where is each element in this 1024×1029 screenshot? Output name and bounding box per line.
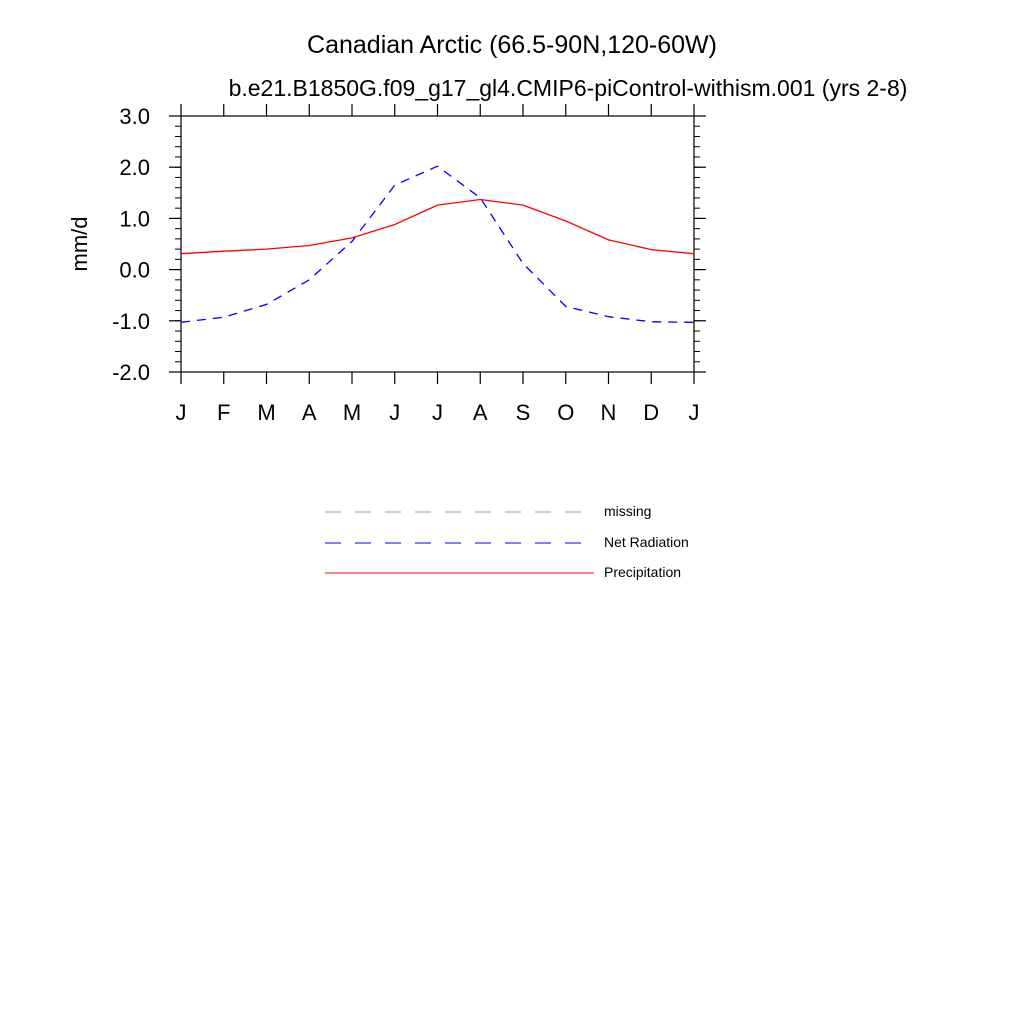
y-tick-label: 0.0	[119, 257, 150, 283]
x-tick-label: M	[257, 400, 276, 425]
x-tick-label: A	[472, 400, 488, 425]
legend-label: missing	[604, 503, 652, 519]
plot-border	[181, 116, 694, 372]
x-tick-label: O	[557, 400, 575, 425]
y-tick-label: -1.0	[112, 308, 150, 334]
y-tick-label: 2.0	[119, 155, 150, 181]
y-tick-label: 3.0	[119, 104, 150, 129]
legend	[325, 503, 689, 580]
x-tick-label: J	[389, 400, 401, 425]
series-lines	[181, 166, 694, 322]
x-tick-label: M	[342, 400, 362, 425]
series-line-net-radiation	[181, 166, 694, 322]
x-tick-label: F	[217, 400, 231, 425]
legend-label: Net Radiation	[604, 534, 689, 550]
x-tick-label: A	[301, 400, 317, 425]
series-line-precipitation	[181, 200, 694, 254]
x-tick-label: J	[432, 400, 443, 425]
legend-label: Precipitation	[604, 564, 682, 580]
y-axis-label: mm/d	[67, 216, 92, 272]
x-tick-label: D	[643, 400, 660, 425]
chart-title: Canadian Arctic (66.5-90N,120-60W)	[307, 31, 717, 59]
axis-ticks	[112, 104, 706, 425]
y-tick-label: -2.0	[112, 360, 150, 385]
x-tick-label: S	[515, 400, 531, 425]
chart-subtitle: b.e21.B1850G.f09_g17_gl4.CMIP6-piControl-withism.001 (yrs 2-8)	[228, 75, 908, 101]
y-tick-label: 1.0	[119, 206, 150, 232]
x-tick-label: J	[175, 400, 187, 425]
x-tick-label: J	[688, 400, 700, 425]
x-tick-label: N	[600, 400, 617, 425]
plot-frame	[181, 116, 694, 372]
